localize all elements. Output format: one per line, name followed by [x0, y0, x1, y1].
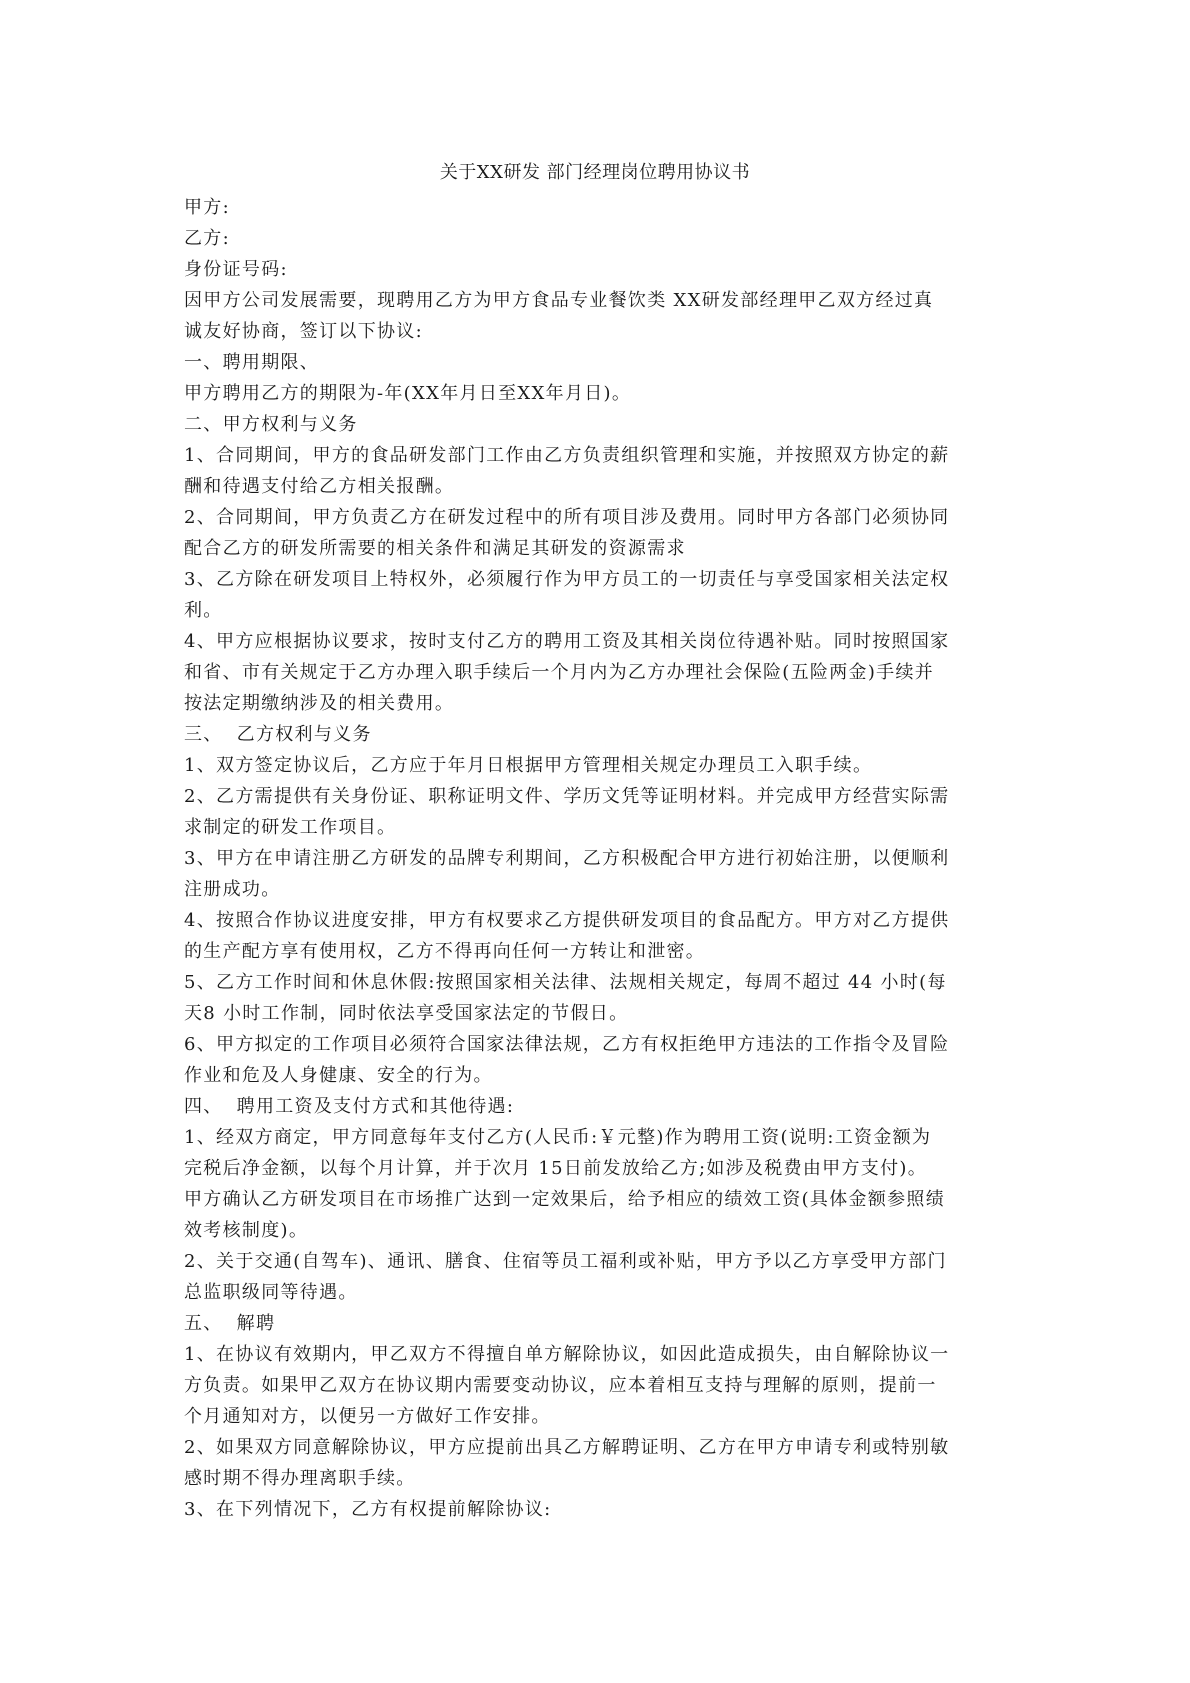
- document-line: 方负责。如果甲乙双方在协议期内需要变动协议，应本着相互支持与理解的原则，提前一: [184, 1375, 937, 1396]
- document-line: 身份证号码:: [184, 259, 288, 280]
- document-line: 完税后净金额，以每个月计算，并于次月 15日前发放给乙方;如涉及税费由甲方支付)。: [184, 1158, 928, 1179]
- document-line: 的生产配方享有使用权，乙方不得再向任何一方转让和泄密。: [184, 941, 706, 962]
- document-line: 感时期不得办理离职手续。: [184, 1468, 416, 1489]
- document-line: 总监职级同等待遇。: [184, 1282, 358, 1303]
- document-line: 注册成功。: [184, 879, 281, 900]
- document-line: 利。: [184, 600, 223, 621]
- document-line: 和省、市有关规定于乙方办理入职手续后一个月内为乙方办理社会保险(五险两金)手续并: [184, 662, 935, 683]
- document-line: 求制定的研发工作项目。: [184, 817, 397, 838]
- document-line: 2、乙方需提供有关身份证、职称证明文件、学历文凭等证明材料。并完成甲方经营实际需: [184, 786, 950, 807]
- document-line: 4、按照合作协议进度安排，甲方有权要求乙方提供研发项目的食品配方。甲方对乙方提供: [184, 910, 950, 931]
- document-line: 2、关于交通(自驾车)、通讯、膳食、住宿等员工福利或补贴，甲方予以乙方享受甲方部门: [184, 1251, 947, 1272]
- document-line: 天8 小时工作制，同时依法享受国家法定的节假日。: [184, 1003, 629, 1024]
- document-line: 五、 解聘: [184, 1313, 276, 1334]
- document-line: 四、 聘用工资及支付方式和其他待遇:: [184, 1096, 515, 1117]
- document-title: 关于XX研发 部门经理岗位聘用协议书: [439, 162, 751, 183]
- document-line: 配合乙方的研发所需要的相关条件和满足其研发的资源需求: [184, 538, 686, 559]
- document-line: 个月通知对方，以便另一方做好工作安排。: [184, 1406, 551, 1427]
- document-line: 甲方确认乙方研发项目在市场推广达到一定效果后，给予相应的绩效工资(具体金额参照绩: [184, 1189, 946, 1210]
- document-line: 4、甲方应根据协议要求，按时支付乙方的聘用工资及其相关岗位待遇补贴。同时按照国家: [184, 631, 950, 652]
- document-line: 三、 乙方权利与义务: [184, 724, 372, 745]
- document-line: 3、甲方在申请注册乙方研发的品牌专利期间，乙方积极配合甲方进行初始注册，以便顺利: [184, 848, 950, 869]
- document-line: 5、乙方工作时间和休息休假:按照国家相关法律、法规相关规定，每周不超过 44 小时(每: [184, 972, 947, 993]
- document-line: 酬和待遇支付给乙方相关报酬。: [184, 476, 455, 497]
- document-line: 效考核制度)。: [184, 1220, 309, 1241]
- document-line: 按法定期缴纳涉及的相关费用。: [184, 693, 455, 714]
- document-line: 2、如果双方同意解除协议，甲方应提前出具乙方解聘证明、乙方在甲方申请专利或特别敏: [184, 1437, 950, 1458]
- document-line: 作业和危及人身健康、安全的行为。: [184, 1065, 493, 1086]
- document-line: 1、双方签定协议后，乙方应于年月日根据甲方管理相关规定办理员工入职手续。: [184, 755, 873, 776]
- document-line: 诚友好协商，签订以下协议:: [184, 321, 423, 342]
- document-line: 二、甲方权利与义务: [184, 414, 358, 435]
- document-line: 3、乙方除在研发项目上特权外，必须履行作为甲方员工的一切责任与享受国家相关法定权: [184, 569, 950, 590]
- document-line: 1、合同期间，甲方的食品研发部门工作由乙方负责组织管理和实施，并按照双方协定的薪: [184, 445, 950, 466]
- document-line: 1、经双方商定，甲方同意每年支付乙方(人民币:￥元整)作为聘用工资(说明:工资金额为: [184, 1127, 932, 1148]
- document-line: 因甲方公司发展需要，现聘用乙方为甲方食品专业餐饮类 XX研发部经理甲乙双方经过真: [184, 290, 934, 311]
- document-line: 甲方聘用乙方的期限为-年(XX年月日至XX年月日)。: [184, 383, 632, 404]
- document-line: 6、甲方拟定的工作项目必须符合国家法律法规，乙方有权拒绝甲方违法的工作指令及冒险: [184, 1034, 950, 1055]
- document-line: 2、合同期间，甲方负责乙方在研发过程中的所有项目涉及费用。同时甲方各部门必须协同: [184, 507, 950, 528]
- document-line: 1、在协议有效期内，甲乙双方不得擅自单方解除协议，如因此造成损失，由自解除协议一: [184, 1344, 950, 1365]
- document-line: 甲方:: [184, 197, 230, 218]
- document-line: 一、聘用期限、: [184, 352, 320, 373]
- document-line: 3、在下列情况下，乙方有权提前解除协议:: [184, 1499, 552, 1520]
- document-body: [184, 192, 1020, 1525]
- document-line: 乙方:: [184, 228, 230, 249]
